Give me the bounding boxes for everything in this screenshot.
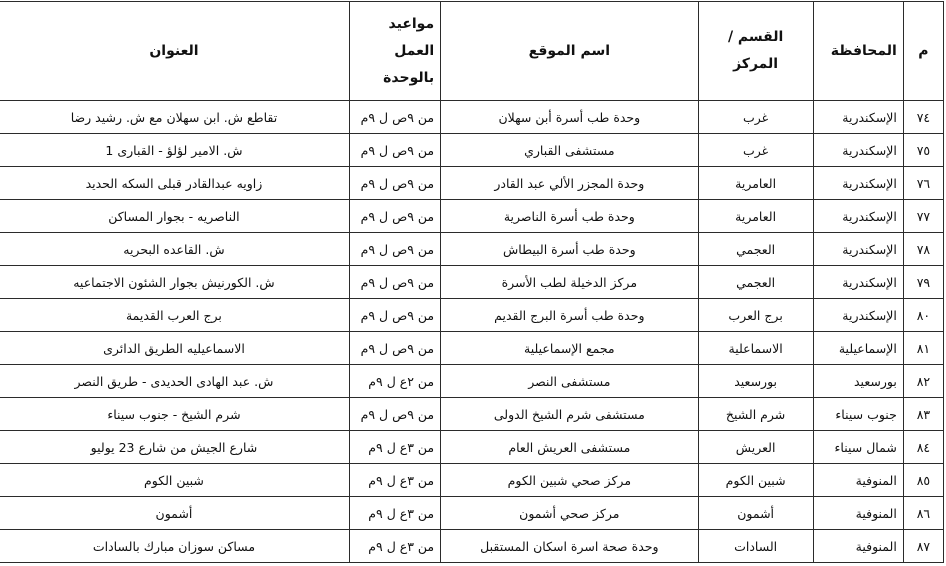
cell-district: العجمي	[698, 233, 813, 266]
cell-address: زاويه عبدالقادر قبلى السكه الحديد	[0, 167, 349, 200]
cell-work-hours: من ٩ص ل ٩م	[349, 398, 440, 431]
health-units-table	[0, 1, 944, 563]
cell-work-hours: من ٣ع ل ٩م	[349, 464, 440, 497]
header-address: العنوان	[0, 2, 349, 101]
cell-governorate: الإسكندرية	[813, 233, 903, 266]
cell-governorate: المنوفية	[813, 530, 903, 563]
cell-site-name: مستشفى القباري	[441, 134, 698, 167]
cell-district: العريش	[698, 431, 813, 464]
cell-address: الاسماعيليه الطريق الدائرى	[0, 332, 349, 365]
cell-district: العجمي	[698, 266, 813, 299]
cell-address: ش. القاعده البحريه	[0, 233, 349, 266]
header-district: القسم / المركز	[698, 2, 813, 101]
cell-district: بورسعيد	[698, 365, 813, 398]
cell-governorate: المنوفية	[813, 464, 903, 497]
table-row	[0, 431, 944, 464]
cell-governorate: جنوب سيناء	[813, 398, 903, 431]
cell-num: ٧٦	[903, 167, 943, 200]
cell-num: ٨١	[903, 332, 943, 365]
cell-num: ٨٥	[903, 464, 943, 497]
cell-governorate: الإسكندرية	[813, 167, 903, 200]
cell-address: شرم الشيخ - جنوب سيناء	[0, 398, 349, 431]
cell-governorate: الإسكندرية	[813, 134, 903, 167]
cell-governorate: بورسعيد	[813, 365, 903, 398]
table-row	[0, 101, 944, 134]
cell-work-hours: من ٣ع ل ٩م	[349, 530, 440, 563]
table-row	[0, 398, 944, 431]
cell-address: أشمون	[0, 497, 349, 530]
cell-district: العامرية	[698, 200, 813, 233]
cell-num: ٨٤	[903, 431, 943, 464]
header-work-hours: مواعيد العمل بالوحدة	[349, 2, 440, 101]
cell-work-hours: من ٣ع ل ٩م	[349, 497, 440, 530]
cell-district: غرب	[698, 134, 813, 167]
cell-governorate: الإسكندرية	[813, 200, 903, 233]
cell-address: شارع الجيش من شارع 23 يوليو	[0, 431, 349, 464]
cell-work-hours: من ٩ص ل ٩م	[349, 200, 440, 233]
cell-work-hours: من ٣ع ل ٩م	[349, 431, 440, 464]
cell-site-name: وحدة طب أسرة البرج القديم	[441, 299, 698, 332]
cell-num: ٨٦	[903, 497, 943, 530]
cell-governorate: شمال سيناء	[813, 431, 903, 464]
cell-district: شرم الشيخ	[698, 398, 813, 431]
cell-address: برج العرب القديمة	[0, 299, 349, 332]
table-row	[0, 134, 944, 167]
cell-address: ش. عبد الهادى الحديدى - طريق النصر	[0, 365, 349, 398]
table-row	[0, 464, 944, 497]
cell-governorate: المنوفية	[813, 497, 903, 530]
cell-site-name: مركز صحي أشمون	[441, 497, 698, 530]
cell-address: شبين الكوم	[0, 464, 349, 497]
cell-num: ٨٢	[903, 365, 943, 398]
cell-site-name: وحدة المجزر الألي عبد القادر	[441, 167, 698, 200]
cell-district: شبين الكوم	[698, 464, 813, 497]
cell-governorate: الإسكندرية	[813, 266, 903, 299]
cell-num: ٨٣	[903, 398, 943, 431]
table-row	[0, 332, 944, 365]
cell-governorate: الإسماعيلية	[813, 332, 903, 365]
table-body	[0, 101, 944, 563]
header-num: م	[903, 2, 943, 101]
header-governorate: المحافظة	[813, 2, 903, 101]
table-row	[0, 233, 944, 266]
cell-district: الاسماعلية	[698, 332, 813, 365]
cell-district: السادات	[698, 530, 813, 563]
cell-site-name: مجمع الإسماعيلية	[441, 332, 698, 365]
cell-address: ش. الكورنيش بجوار الشئون الاجتماعيه	[0, 266, 349, 299]
cell-site-name: مركز الدخيلة لطب الأسرة	[441, 266, 698, 299]
cell-site-name: وحدة طب أسرة الناصرية	[441, 200, 698, 233]
table-row	[0, 530, 944, 563]
cell-site-name: وحدة طب أسرة أبن سهلان	[441, 101, 698, 134]
cell-num: ٧٩	[903, 266, 943, 299]
cell-site-name: وحدة صحة اسرة اسكان المستقبل	[441, 530, 698, 563]
table-header-row	[0, 2, 944, 101]
cell-work-hours: من ٢ع ل ٩م	[349, 365, 440, 398]
table-row	[0, 365, 944, 398]
cell-site-name: مستشفى شرم الشيخ الدولى	[441, 398, 698, 431]
cell-num: ٧٧	[903, 200, 943, 233]
cell-district: العامرية	[698, 167, 813, 200]
table-row	[0, 299, 944, 332]
table-row	[0, 266, 944, 299]
cell-work-hours: من ٩ص ل ٩م	[349, 266, 440, 299]
cell-district: برج العرب	[698, 299, 813, 332]
cell-work-hours: من ٩ص ل ٩م	[349, 332, 440, 365]
cell-governorate: الإسكندرية	[813, 299, 903, 332]
cell-site-name: مركز صحي شبين الكوم	[441, 464, 698, 497]
cell-num: ٨٧	[903, 530, 943, 563]
cell-work-hours: من ٩ص ل ٩م	[349, 233, 440, 266]
cell-address: الناصريه - بجوار المساكن	[0, 200, 349, 233]
table-row	[0, 497, 944, 530]
cell-work-hours: من ٩ص ل ٩م	[349, 167, 440, 200]
cell-address: تقاطع ش. ابن سهلان مع ش. رشيد رضا	[0, 101, 349, 134]
cell-work-hours: من ٩ص ل ٩م	[349, 299, 440, 332]
cell-num: ٧٨	[903, 233, 943, 266]
cell-address: ش. الامير لؤلؤ - القبارى 1	[0, 134, 349, 167]
cell-district: غرب	[698, 101, 813, 134]
cell-site-name: مستشفى العريش العام	[441, 431, 698, 464]
header-site-name: اسم الموقع	[441, 2, 698, 101]
cell-site-name: وحدة طب أسرة البيطاش	[441, 233, 698, 266]
cell-governorate: الإسكندرية	[813, 101, 903, 134]
cell-district: أشمون	[698, 497, 813, 530]
cell-work-hours: من ٩ص ل ٩م	[349, 101, 440, 134]
table-row	[0, 167, 944, 200]
cell-address: مساكن سوزان مبارك بالسادات	[0, 530, 349, 563]
cell-num: ٨٠	[903, 299, 943, 332]
cell-num: ٧٥	[903, 134, 943, 167]
cell-num: ٧٤	[903, 101, 943, 134]
table-row	[0, 200, 944, 233]
cell-work-hours: من ٩ص ل ٩م	[349, 134, 440, 167]
cell-site-name: مستشفى النصر	[441, 365, 698, 398]
